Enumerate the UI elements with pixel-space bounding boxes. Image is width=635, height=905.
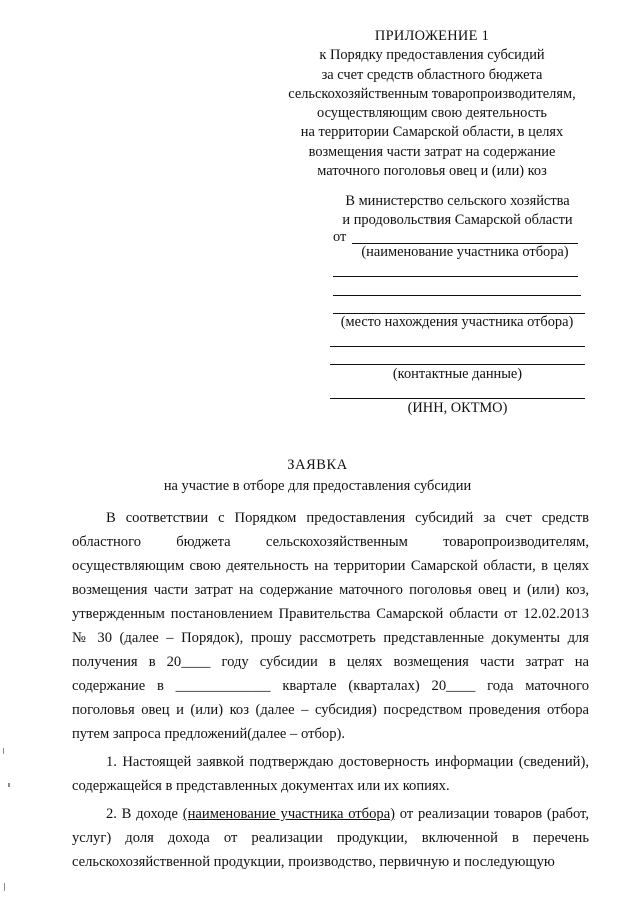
- addressee-block: [325, 192, 590, 230]
- contacts-caption: (контактные данные): [392, 366, 523, 382]
- appendix-line: маточного поголовья овец и (или) коз: [317, 163, 547, 180]
- margin-mark: [3, 748, 4, 754]
- participant-name-caption: (наименование участника отбора): [361, 244, 569, 260]
- application-body: [72, 506, 589, 874]
- appendix-line: на территории Самарской области, в целях: [300, 124, 564, 141]
- paragraph-item-2-end: от реализации товаров (работ, услуг) доля дохода от реализации продукции, включенной в перечень сельскохозяйственной продукции, производство, первичную и последующую: [72, 806, 589, 870]
- appendix-title: ПРИЛОЖЕНИЕ 1: [374, 28, 490, 44]
- participant-name-underlined: (наименование участника отбора): [182, 806, 396, 822]
- addressee-line-1: В министерство сельского хозяйства: [345, 193, 570, 209]
- inn-oktmo-caption: (ИНН, ОКТМО): [407, 400, 508, 416]
- contacts-field[interactable]: [330, 346, 585, 347]
- appendix-line: к Порядку предоставления субсидий: [319, 47, 545, 64]
- paragraph-intro: В соответствии с Порядком предоставления субсидий за счет средств областного бюджета сельскохозяйственным товаропроизводителям, осуществляющим свою деятельность на территории Самарской области, в целях возмещения части затрат на содержание маточного поголовья овец и (или) коз, утвержденным постановлением Правительства Самарской области от 12.02.2013 № 30 (далее – Порядок), прошу рассмотреть представленные документы для получения в 20____ году субсидии в целях возмещения части затрат на содержание в _____________ квартале (кварталах) 20____ года маточного поголовья овец и (или) коз (далее – субсидия) посредством проведения отбора путем запроса предложений(далее – отбор).: [72, 510, 589, 742]
- appendix-line: сельскохозяйственным товаропроизводителям,: [288, 85, 576, 102]
- margin-mark: [8, 783, 10, 787]
- participant-name-field[interactable]: [333, 276, 578, 277]
- application-title: ЗАЯВКА: [287, 457, 348, 473]
- appendix-line: за счет средств областного бюджета: [321, 66, 543, 83]
- appendix-block: [262, 27, 602, 181]
- paragraph-item-2-start: 2. В доходе: [106, 806, 183, 822]
- inn-oktmo-field[interactable]: [330, 398, 585, 399]
- paragraph-item-1: 1. Настоящей заявкой подтверждаю достоверность информации (сведений), содержащейся в представленных документах или их копиях.: [72, 754, 589, 794]
- application-subtitle: на участие в отборе для предоставления субсидии: [163, 478, 472, 494]
- appendix-line: возмещения части затрат на содержание: [308, 143, 556, 160]
- from-label: от: [333, 229, 347, 245]
- paragraph-item-2: [72, 802, 589, 874]
- participant-name-field[interactable]: [333, 295, 581, 296]
- margin-mark: [4, 883, 5, 891]
- contacts-field[interactable]: [330, 364, 585, 365]
- location-caption: (место нахождения участника отбора): [340, 314, 574, 330]
- addressee-line-2: и продовольствия Самарской области: [342, 212, 573, 228]
- appendix-line: осуществляющим свою деятельность: [317, 105, 547, 122]
